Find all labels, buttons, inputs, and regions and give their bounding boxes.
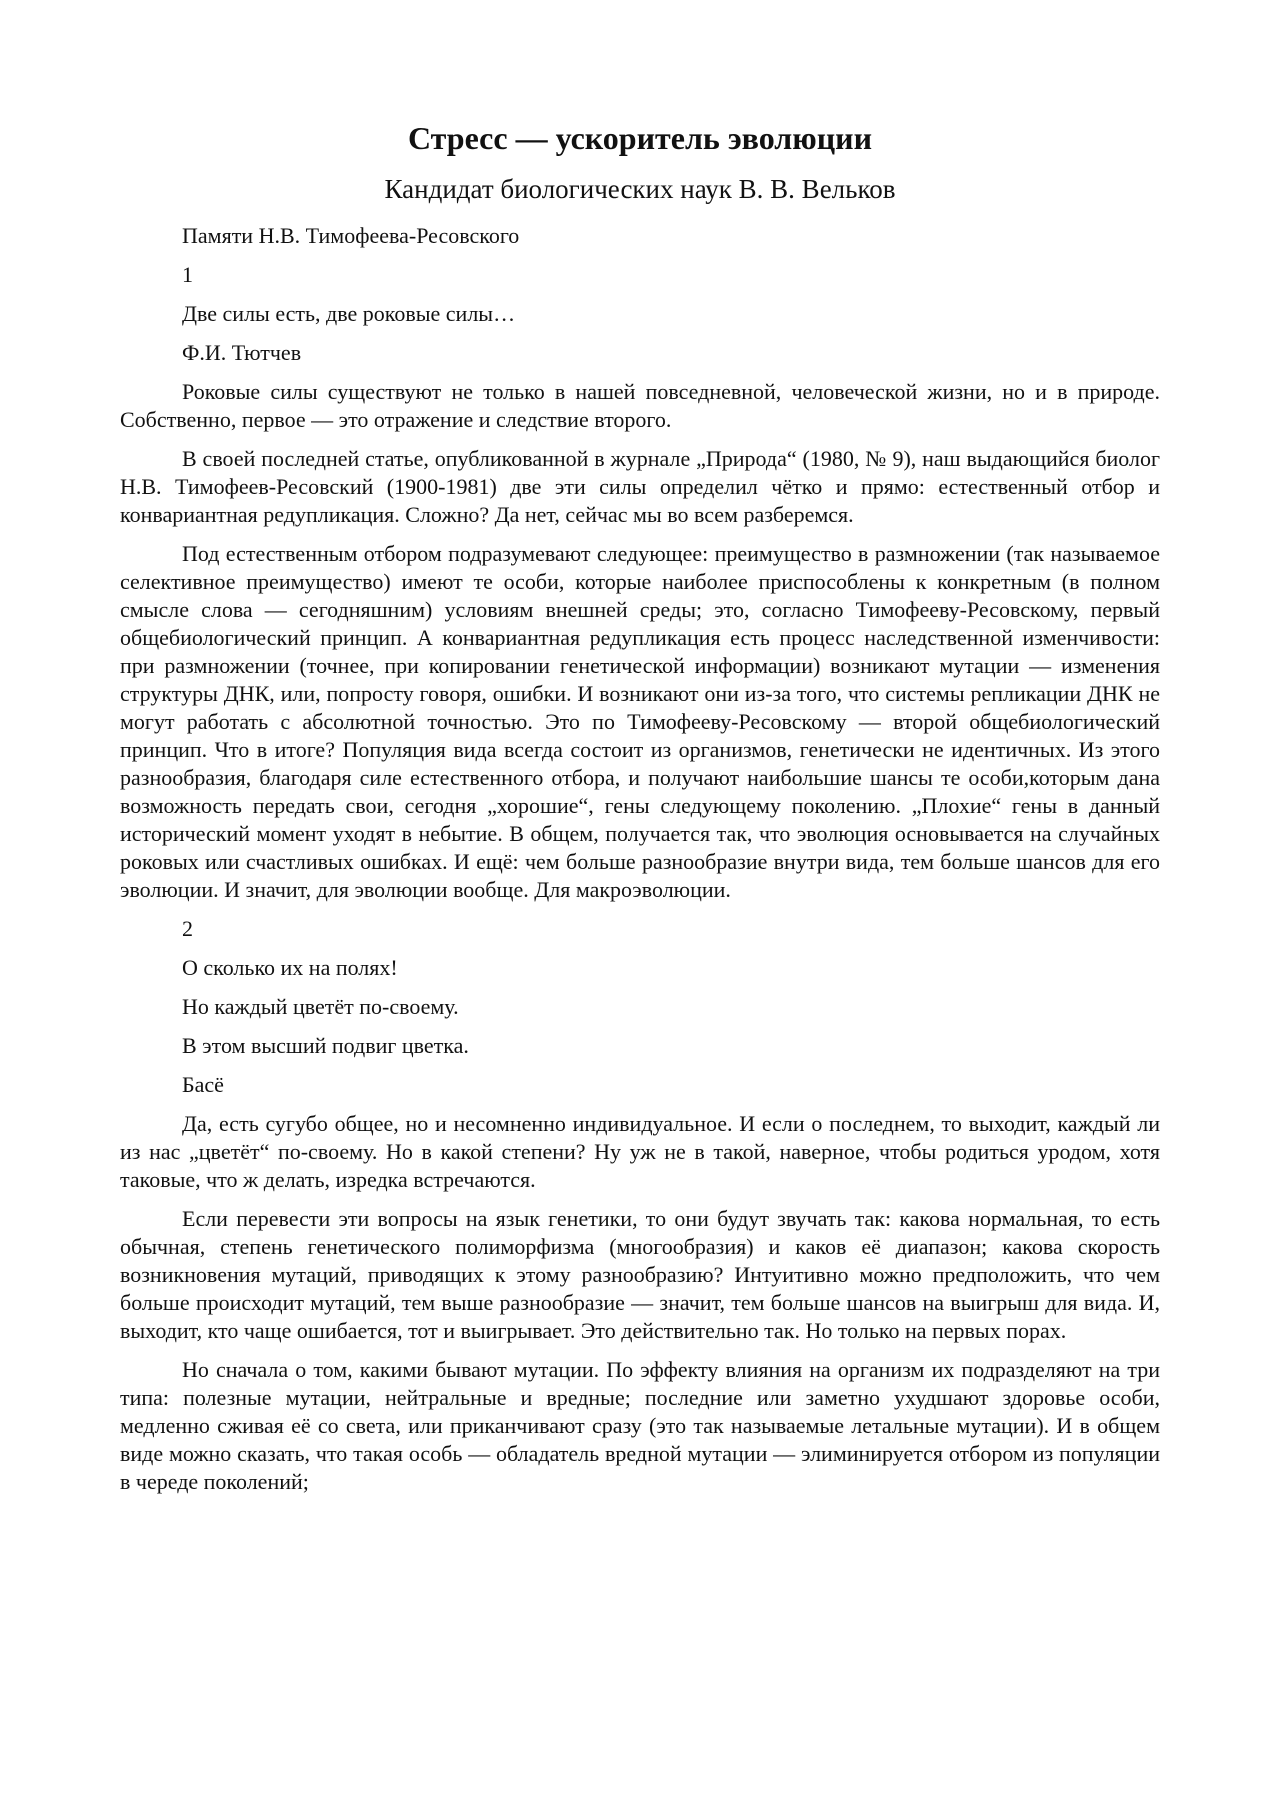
paragraph-6: Но сначала о том, какими бывают мутации. По эффекту влияния на организм их подразделяют на три типа: полезные мутации, нейтральные и вредные; последние или заметно ухудшают здоровье особи, медленно сживая её со света, или приканчивают сразу (это так называемые летальные мутации). И в общем виде можно сказать, что такая особь — обладатель вредной мутации — элиминируется отбором из популяции в череде поколений; [120,1357,1160,1494]
paragraph-3: Под естественным отбором подразумевают следующее: преимущество в размножении (так называемое селективное преимущество) имеют те особи, которые наиболее приспособлены к конкретным (в полном смысле слова — сегодняшним) условиям внешней среды; это, согласно Тимофееву-Ресовскому, первый общебиологический принцип. А конвариантная редупликация есть процесс наследственной изменчивости: при размножении (точнее, при копировании генетической информации) возникают мутации — изменения структуры ДНК, или, попросту говоря, ошибки. И возникают они из-за того, что системы репликации ДНК не могут работать с абсолютной точностью. Это по Тимофееву-Ресовскому — второй общебиологический принцип. Что в итоге? Популяция вида всегда состоит из организмов, генетически не идентичных. Из этого разнообразия, благодаря силе естественного отбора, и получают наибольшие шансы те особи,которым дана возможность передать свои, сегодня „хорошие“, гены следующему поколению. „Плохие“ гены в данный исторический момент уходят в небытие. В общем, получается так, что эволюция основывается на случайных роковых или счастливых ошибках. И ещё: чем больше разнообразие внутри вида, тем больше шансов для его эволюции. И значит, для эволюции вообще. Для макроэволюции. [120,541,1160,902]
epigraph-2-line-3: В этом высший подвиг цветка. [182,1033,469,1058]
epigraph-2-line-2: Но каждый цветёт по-своему. [182,994,459,1019]
epigraph-2-line-1: О сколько их на полях! [182,955,398,980]
epigraph-1-author: Ф.И. Тютчев [182,340,302,365]
section-number-1: 1 [182,262,193,287]
paragraph-2: В своей последней статье, опубликованной в журнале „Природа“ (1980, № 9), наш выдающийся биолог Н.В. Тимофеев-Ресовский (1900-1981) две эти силы определил чётко и прямо: естественный отбор и конвариантная редупликация. Сложно? Да нет, сейчас мы во всем разберемся. [120,446,1160,527]
paragraph-1: Роковые силы существуют не только в нашей повседневной, человеческой жизни, но и в природе. Собственно, первое — это отражение и следствие второго. [120,379,1160,432]
epigraph-2-author: Басё [182,1072,224,1097]
document-author: Кандидат биологических наук В. В. Вельков [384,174,896,204]
paragraph-5: Если перевести эти вопросы на язык генетики, то они будут звучать так: какова нормальная, то есть обычная, степень генетического полиморфизма (многообразия) и каков её диапазон; какова скорость возникновения мутаций, приводящих к этому разнообразию? Интуитивно можно предположить, что чем больше происходит мутаций, тем выше разнообразие — значит, тем больше шансов на выигрыш для вида. И, выходит, кто чаще ошибается, тот и выигрывает. Это действительно так. Но только на первых порах. [120,1206,1160,1343]
section-number-2: 2 [182,916,193,941]
dedication: Памяти Н.В. Тимофеева-Ресовского [182,223,520,248]
document-title: Стресс — ускоритель эволюции [407,120,873,156]
epigraph-1-line: Две силы есть, две роковые силы… [182,301,516,326]
paragraph-4: Да, есть сугубо общее, но и несомненно индивидуальное. И если о последнем, то выходит, каждый ли из нас „цветёт“ по-своему. Но в какой степени? Ну уж не в такой, наверное, чтобы родиться уродом, хотя таковые, что ж делать, изредка встречаются. [120,1111,1160,1192]
document-page [120,118,1160,1507]
